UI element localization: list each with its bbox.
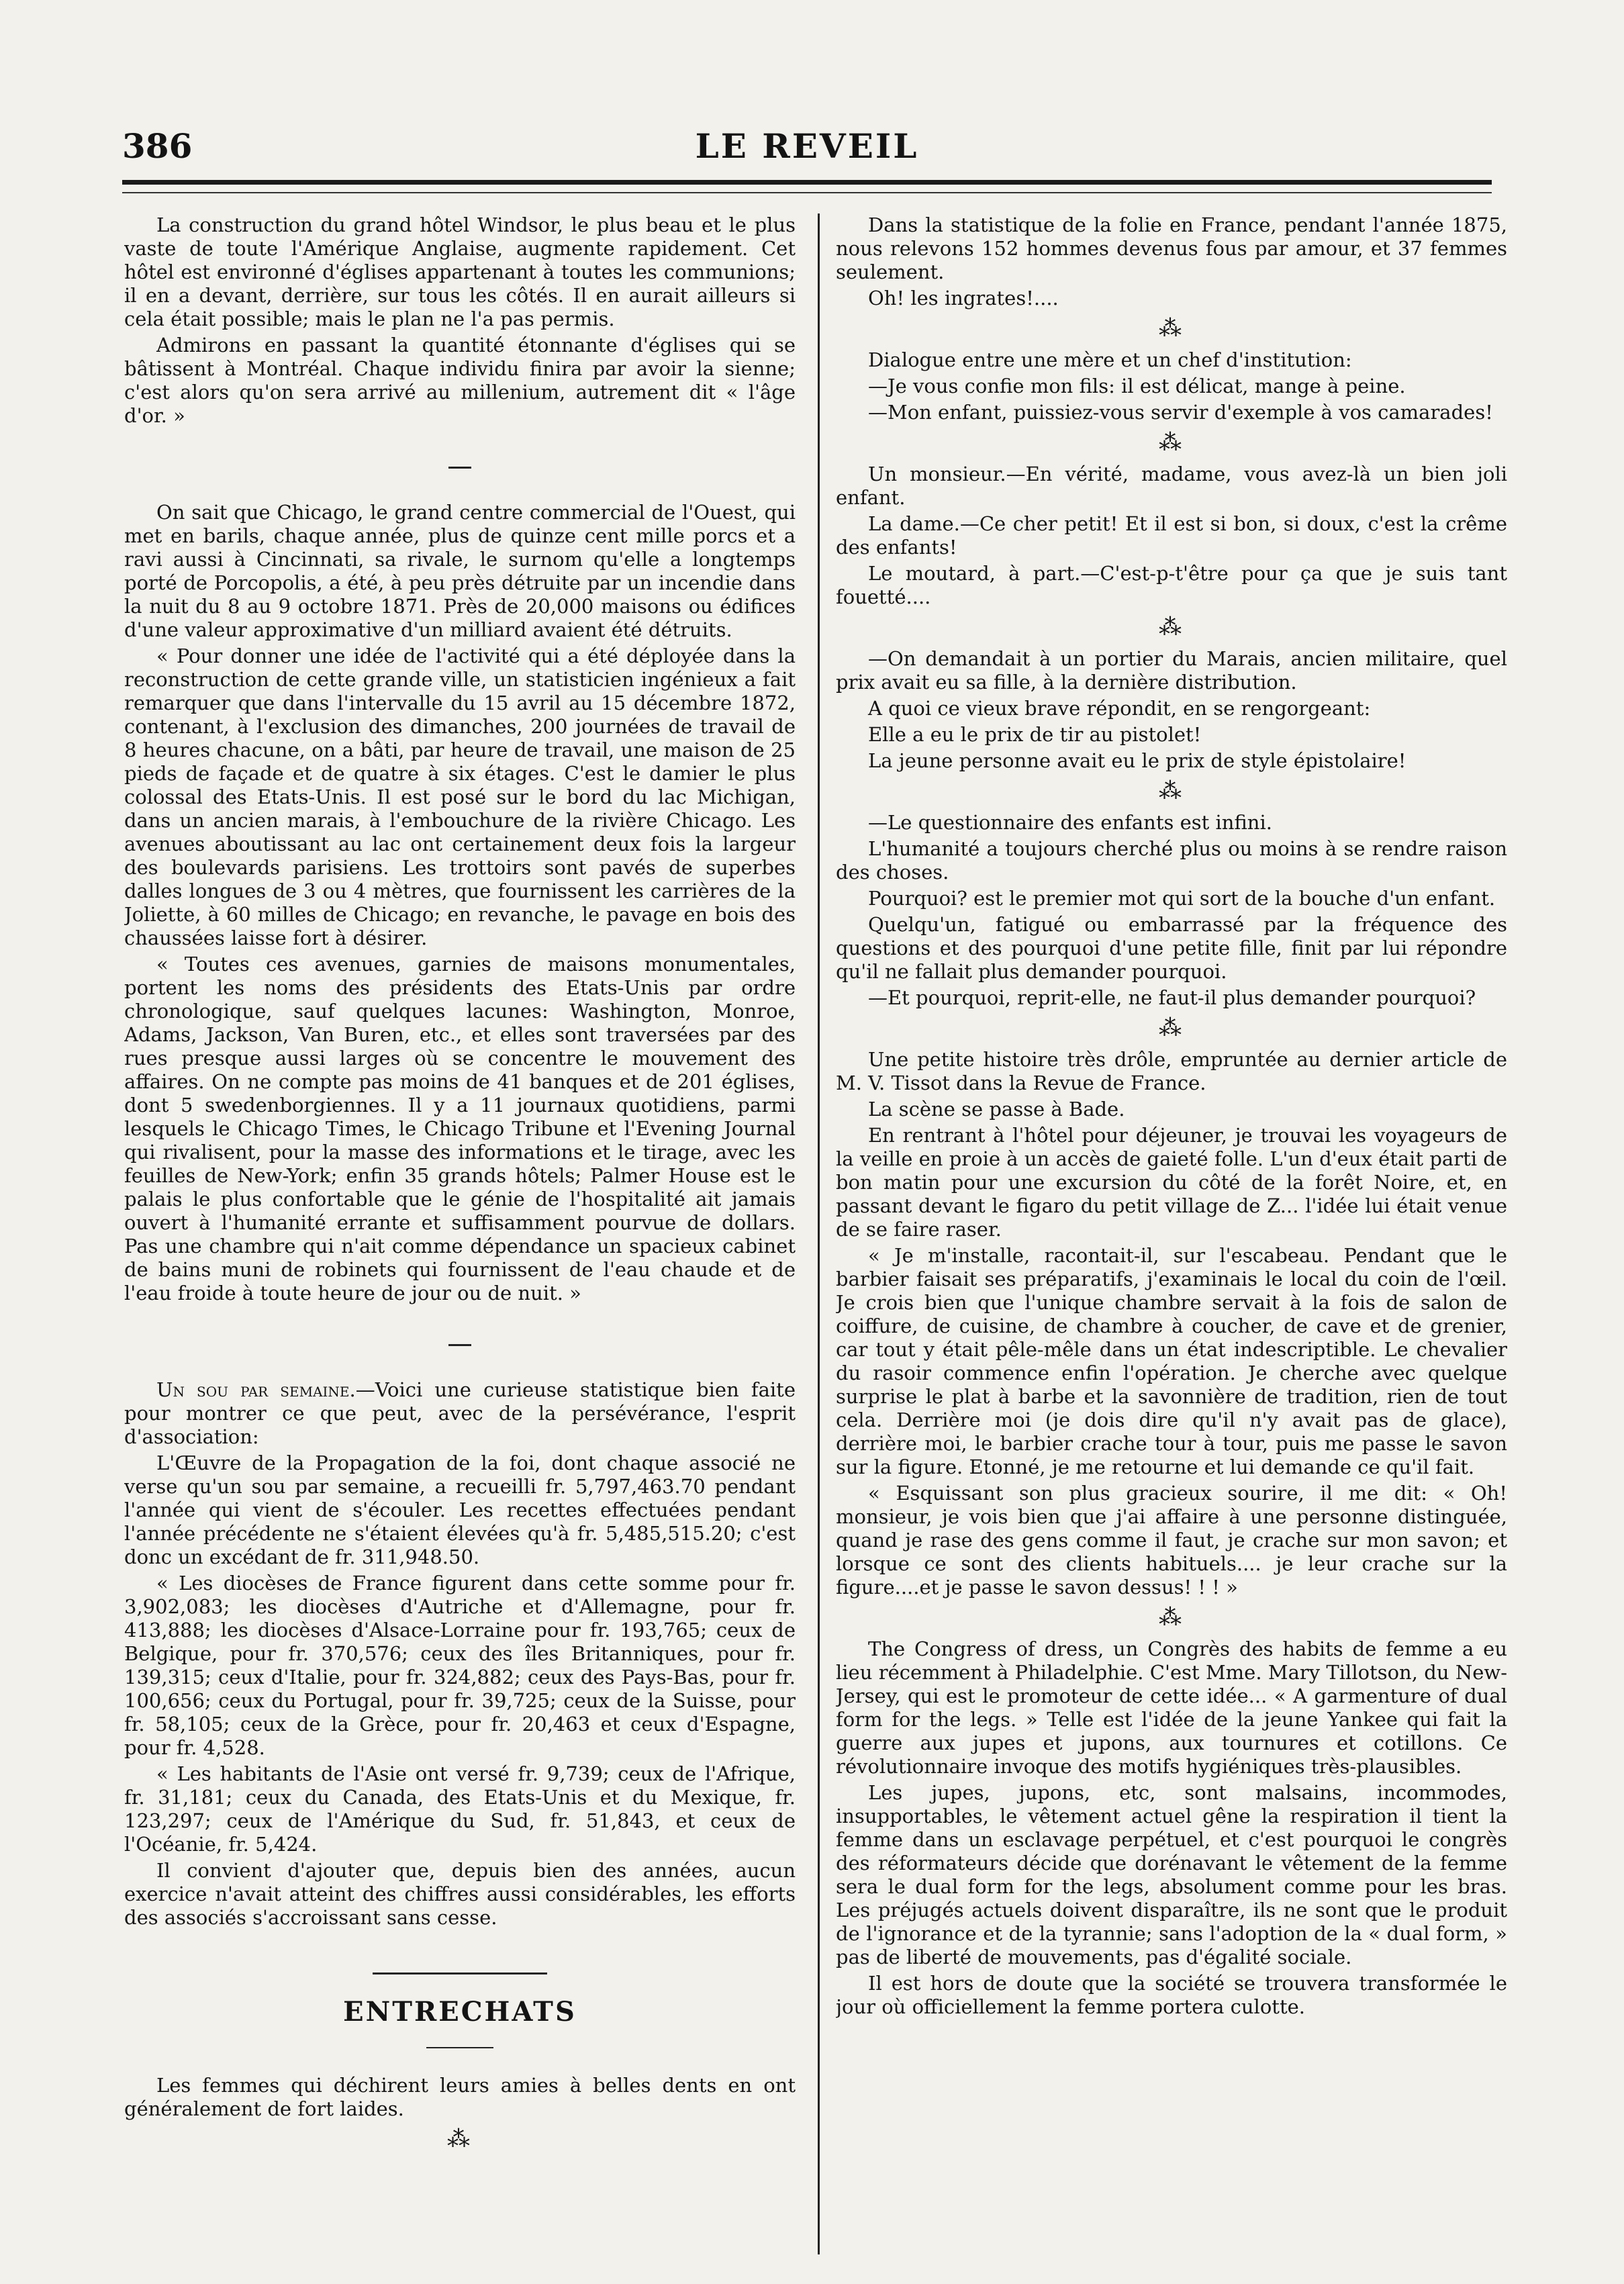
asterism: ⁂	[1159, 1014, 1184, 1041]
paragraph: « Esquissant son plus gracieux sourire, il me dit: « Oh! monsieur, je vois bien que j'ai affaire à une personne distinguée, quand je rase des gens comme il faut, je crache sur mon savon; et lorsque ce sont des clients habituels.... je leur crache sur la figure....et je passe le savon dessus! ! ! »	[836, 1482, 1507, 1599]
paragraph: La jeune personne avait eu le prix de style épistolaire!	[868, 749, 1406, 772]
left-column	[124, 213, 796, 2254]
header-rule-thin	[122, 192, 1492, 193]
paragraph: La scène se passe à Bade.	[868, 1098, 1125, 1121]
article-heading: Un sou par semaine.	[156, 1378, 356, 1401]
paragraph: On sait que Chicago, le grand centre commercial de l'Ouest, qui met en barils, chaque année, plus de quinze cent mille porcs et a ravi aussi à Cincinnati, sa rivale, le surnom qu'elle a longtemps porté de Porcopolis, a été, à peu près détruite par un incendie dans la nuit du 8 au 9 octobre 1871. Près de 20,000 maisons ou édifices d'une valeur approximative d'un milliard avaient été détruits.	[124, 501, 796, 641]
paragraph: Quelqu'un, fatigué ou embarrassé par la fréquence des questions et des pourquoi d'une petite fille, finit par lui répondre qu'il ne fallait plus demander pourquoi.	[836, 913, 1507, 983]
section-separator	[124, 1328, 796, 1351]
asterism: ⁂	[1159, 429, 1184, 456]
paragraph: Elle a eu le prix de tir au pistolet!	[868, 723, 1202, 746]
paragraph: Admirons en passant la quantité étonnante d'églises qui se bâtissent à Montréal. Chaque individu finira par avoir la sienne; c'est alors qu'on sera arrivé au millenium, autrement dit « l'âge d'or. »	[124, 334, 796, 427]
paragraph-text: —Voici une curieuse statistique bien faite pour montrer ce que peut, avec de la persévérance, l'esprit d'association:	[124, 1378, 796, 1448]
paragraph-sou-intro	[124, 1378, 796, 1449]
paragraph: En rentrant à l'hôtel pour déjeuner, je trouvai les voyageurs de la veille en proie à un accès de gaieté folle. L'un d'eux était parti de bon matin pour une excursion du côté de la forêt Noire, et, en passant devant le figaro du petit village de Z... l'idée lui était venue de se faire raser.	[836, 1124, 1507, 1241]
paragraph: The Congress of dress, un Congrès des habits de femme a eu lieu récemment à Philadelphie. C'est Mme. Mary Tillotson, du New-Jersey, qui est le promoteur de cette idée... « A garmenture of dual form for the legs. » Telle est l'idée de la jeune Yankee qui fait la guerre aux jupes et jupons, aux tournures et cotillons. Ce révolutionnaire invoque des motifs hygiéniques très-plausibles.	[836, 1637, 1507, 1778]
asterism: ⁂	[447, 2126, 473, 2152]
paragraph: L'Œuvre de la Propagation de la foi, dont chaque associé ne verse qu'un sou par semaine, a recueilli fr. 5,797,463.70 pendant l'année qui vient de s'écouler. Les recettes effectuées pendant l'année précédente ne s'étaient élevées qu'à fr. 5,485,515.20; c'est donc un excédant de fr. 311,948.50.	[124, 1452, 796, 1568]
paragraph: « Toutes ces avenues, garnies de maisons monumentales, portent les noms des présidents des Etats-Unis par ordre chronologique, sauf quelques lacunes: Washington, Monroe, Adams, Jackson, Van Buren, etc., et elles sont traversées par des rues presque aussi larges où se concentre le mouvement des affaires. On ne compte pas moins de 41 banques et de 201 églises, dont 5 swedenborgiennes. Il y a 11 journaux quotidiens, parmi lesquels le Chicago Times, le Chicago Tribune et l'Evening Journal qui rivalisent, pour la masse des informations et le tirage, avec les feuilles de New-York; enfin 35 grands hôtels; Palmer House est le palais le plus confortable que le génie de l'hospitalité ait jamais ouvert à l'humanité errante et suffisamment pourvue de dollars. Pas une chambre qui n'ait comme dépendance un spacieux cabinet de bains muni de robinets qui fournissent de l'eau chaude et de l'eau froide à toute heure de jour ou de nuit. »	[124, 953, 796, 1304]
paragraph: « Pour donner une idée de l'activité qui a été déployée dans la reconstruction de cette grande ville, un statisticien ingénieux a fait remarquer que dans l'intervalle du 15 avril au 15 décembre 1872, contenant, à l'exclusion des dimanches, 200 journées de travail de 8 heures chacune, on a bâti, par heure de travail, une maison de 25 pieds de façade et de quatre à six étages. C'est le damier le plus colossal des Etats-Unis. Il est posé sur le bord du lac Michigan, dans un ancien marais, à l'embouchure de la rivière Chicago. Les avenues aboutissant au lac ont certainement deux fois la largeur des boulevards parisiens. Les trottoirs sont pavés de superbes dalles longues de 3 ou 4 mètres, que fournissent les carrières de la Joliette, à 60 milles de Chicago; en revanche, le pavage en bois des chaussées laisse fort à désirer.	[124, 645, 796, 949]
asterism: ⁂	[1159, 777, 1184, 804]
paragraph: La dame.—Ce cher petit! Et il est si bon, si doux, c'est la crême des enfants!	[836, 512, 1507, 559]
paragraph: Oh! les ingrates!....	[868, 287, 1059, 310]
paragraph: Une petite histoire très drôle, empruntée au dernier article de M. V. Tissot dans la Revue de France.	[836, 1048, 1507, 1094]
column-divider	[818, 213, 820, 2254]
asterism: ⁂	[1159, 1604, 1184, 1631]
paragraph: —Je vous confie mon fils: il est délicat, mange à peine.	[868, 375, 1406, 397]
running-title: LE REVEIL	[695, 126, 919, 166]
paragraph: Dialogue entre une mère et un chef d'institution:	[868, 348, 1352, 371]
paragraph: Il est hors de doute que la société se trouvera transformée le jour où officiellement la femme portera culotte.	[836, 1972, 1507, 2018]
page-header	[122, 126, 1492, 173]
paragraph: Les femmes qui déchirent leurs amies à belles dents en ont généralement de fort laides.	[124, 2074, 796, 2120]
paragraph: Pourquoi? est le premier mot qui sort de la bouche d'un enfant.	[868, 887, 1496, 910]
paragraph: Le moutard, à part.—C'est-p-t'être pour ça que je suis tant fouetté....	[836, 562, 1507, 608]
section-title: ENTRECHATS	[343, 1996, 577, 2028]
paragraph: L'humanité a toujours cherché plus ou moins à se rendre raison des choses.	[836, 837, 1507, 884]
paragraph: « Les habitants de l'Asie ont versé fr. 9,739; ceux de l'Afrique, fr. 31,181; ceux du Canada, des Etats-Unis et du Mexique, fr. 123,297; ceux de l'Amérique du Sud, fr. 51,843, et ceux de l'Océanie, fr. 5,424.	[124, 1762, 796, 1856]
header-rule	[122, 180, 1492, 185]
paragraph: A quoi ce vieux brave répondit, en se rengorgeant:	[868, 697, 1371, 720]
title-rule	[124, 2030, 796, 2054]
page-number: 386	[122, 126, 193, 166]
paragraph: « Les diocèses de France figurent dans cette somme pour fr. 3,902,083; les diocèses d'Autriche et d'Allemagne, pour fr. 413,888; les diocèses d'Alsace-Lorraine pour fr. 193,765; ceux de Belgique, pour fr. 370,576; ceux des îles Britanniques, pour fr. 139,315; ceux d'Italie, pour fr. 324,882; ceux des Pays-Bas, pour fr. 100,656; ceux du Portugal, pour fr. 39,725; ceux de la Suisse, pour fr. 58,105; ceux de la Grèce, pour fr. 20,463 et ceux d'Espagne, pour fr. 4,528.	[124, 1572, 796, 1759]
paragraph: « Je m'installe, racontait-il, sur l'escabeau. Pendant que le barbier faisait ses préparatifs, j'examinais le local du coin de l'œil. Je crois bien que l'unique chambre servait à la fois de salon de coiffure, de cuisine, de chambre à coucher, de cave et de grenier, car tout y était pêle-mêle dans un état indescriptible. Le chevalier du rasoir commence enfin l'opération. Je cherche avec quelque surprise le plat à barbe et la savonnière de tradition, rien de tout cela. Derrière moi (je dois dire qu'il n'y avait pas de glace), derrière moi, le barbier crache tour à tour, puis me passe le savon sur la figure. Etonné, je me retourne et lui demande ce qu'il fait.	[836, 1244, 1507, 1478]
paragraph: —Mon enfant, puissiez-vous servir d'exemple à vos camarades!	[868, 401, 1493, 424]
asterism: ⁂	[1159, 614, 1184, 640]
section-separator	[124, 450, 796, 474]
ornamental-rule	[124, 1956, 796, 1980]
paragraph: —Et pourquoi, reprit-elle, ne faut-il plus demander pourquoi?	[868, 986, 1476, 1009]
paragraph: Dans la statistique de la folie en France, pendant l'année 1875, nous relevons 152 hommes devenus fous par amour, et 37 femmes seulement.	[836, 213, 1507, 283]
paragraph: La construction du grand hôtel Windsor, le plus beau et le plus vaste de toute l'Amérique Anglaise, augmente rapidement. Cet hôtel est environné d'églises appartenant à toutes les communions; il en a devant, derrière, sur tous les côtés. Il en aurait ailleurs si cela était possible; mais le plan ne l'a pas permis.	[124, 213, 796, 330]
paragraph: Les jupes, jupons, etc, sont malsains, incommodes, insupportables, le vêtement actuel gêne la respiration il tient la femme dans un esclavage perpétuel, et c'est pourquoi le congrès des réformateurs décide que dorénavant le vêtement de la femme sera le dual form for the legs, absolument comme pour les bras. Les préjugés actuels doivent disparaître, ils ne sont que le produit de l'ignorance et de la tyrannie; sans l'adoption de la « dual form, » pas de liberté de mouvements, pas d'égalité sociale.	[836, 1781, 1507, 1968]
paragraph: Un monsieur.—En vérité, madame, vous avez-là un bien joli enfant.	[836, 463, 1507, 509]
paragraph: Il convient d'ajouter que, depuis bien des années, aucun exercice n'avait atteint des chiffres aussi considérables, les efforts des associés s'accroissant sans cesse.	[124, 1859, 796, 1929]
asterism: ⁂	[1159, 315, 1184, 342]
right-column	[836, 213, 1507, 2254]
paragraph: —On demandait à un portier du Marais, ancien militaire, quel prix avait eu sa fille, à la dernière distribution.	[836, 647, 1507, 694]
paragraph: —Le questionnaire des enfants est infini.	[868, 811, 1272, 834]
